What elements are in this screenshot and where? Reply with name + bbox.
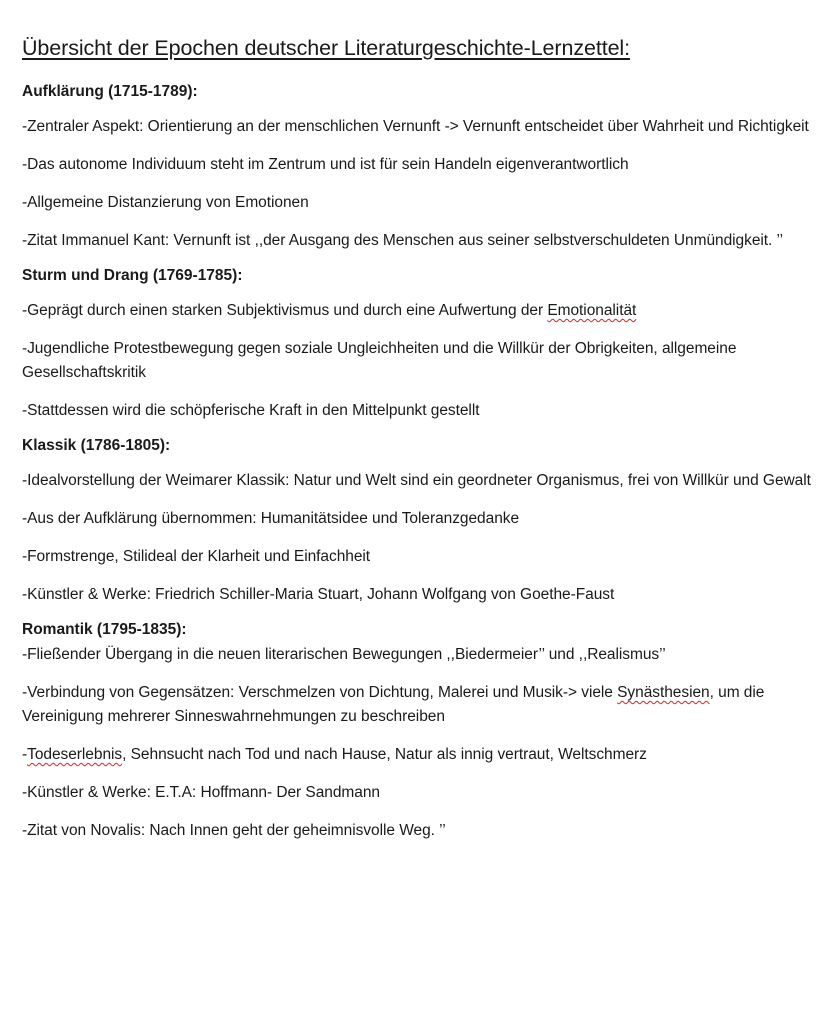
section-heading: Romantik (1795-1835): xyxy=(22,621,187,638)
list-item: -Zitat Immanuel Kant: Vernunft ist ,,der Ausgang des Menschen aus seiner selbstverschuldeten Unmündigkeit. ’’ xyxy=(22,232,784,249)
list-item: -Das autonome Individuum steht im Zentrum und ist für sein Handeln eigenverantwortlich xyxy=(22,156,629,173)
list-item xyxy=(22,681,812,729)
spellcheck-word: Emotionalität xyxy=(547,302,637,319)
list-item: -Aus der Aufklärung übernommen: Humanitätsidee und Toleranzgedanke xyxy=(22,510,520,527)
section-romantik xyxy=(22,621,812,843)
document-page xyxy=(22,36,812,857)
list-item: -Allgemeine Distanzierung von Emotionen xyxy=(22,194,309,211)
list-item-text: , um die Vereinigung mehrerer Sinneswahrnehmungen zu beschreiben xyxy=(22,684,765,725)
list-item-text: -Geprägt durch einen starken Subjektivismus und durch eine Aufwertung der xyxy=(22,302,548,319)
list-item: -Künstler & Werke: E.T.A: Hoffmann- Der Sandmann xyxy=(22,784,380,801)
list-item-text: - xyxy=(22,746,28,763)
section-aufklaerung xyxy=(22,83,812,253)
section-heading: Sturm und Drang (1769-1785): xyxy=(22,267,243,284)
section-heading: Klassik (1786-1805): xyxy=(22,437,171,454)
list-item: -Formstrenge, Stilideal der Klarheit und Einfachheit xyxy=(22,548,371,565)
spellcheck-word: Synästhesien xyxy=(617,684,710,701)
list-item xyxy=(22,299,812,323)
spellcheck-word: Todeserlebnis xyxy=(27,746,123,763)
list-item: -Fließender Übergang in die neuen literarischen Bewegungen ,,Biedermeier’’ und ,,Realismus’’ xyxy=(22,646,666,663)
section-heading: Aufklärung (1715-1789): xyxy=(22,83,198,100)
document-title: Übersicht der Epochen deutscher Literaturgeschichte-Lernzettel: xyxy=(22,36,630,60)
list-item: -Zentraler Aspekt: Orientierung an der menschlichen Vernunft -> Vernunft entscheidet über Wahrheit und Richtigkeit xyxy=(22,118,809,135)
list-item-text: , Sehnsucht nach Tod und nach Hause, Natur als innig vertraut, Weltschmerz xyxy=(122,746,647,763)
list-item: -Zitat von Novalis: Nach Innen geht der geheimnisvolle Weg. ’’ xyxy=(22,822,446,839)
list-item xyxy=(22,743,812,767)
list-item-text: -Verbindung von Gegensätzen: Verschmelzen von Dichtung, Malerei und Musik-> viele xyxy=(22,684,618,701)
section-sturm-und-drang xyxy=(22,267,812,423)
section-klassik xyxy=(22,437,812,607)
list-item: -Stattdessen wird die schöpferische Kraft in den Mittelpunkt gestellt xyxy=(22,402,480,419)
list-item: -Idealvorstellung der Weimarer Klassik: Natur und Welt sind ein geordneter Organismus, frei von Willkür und Gewalt xyxy=(22,472,811,489)
list-item: -Künstler & Werke: Friedrich Schiller-Maria Stuart, Johann Wolfgang von Goethe-Faust xyxy=(22,586,615,603)
list-item: -Jugendliche Protestbewegung gegen soziale Ungleichheiten und die Willkür der Obrigkeiten, allgemeine Gesellschaftskritik xyxy=(22,340,737,381)
